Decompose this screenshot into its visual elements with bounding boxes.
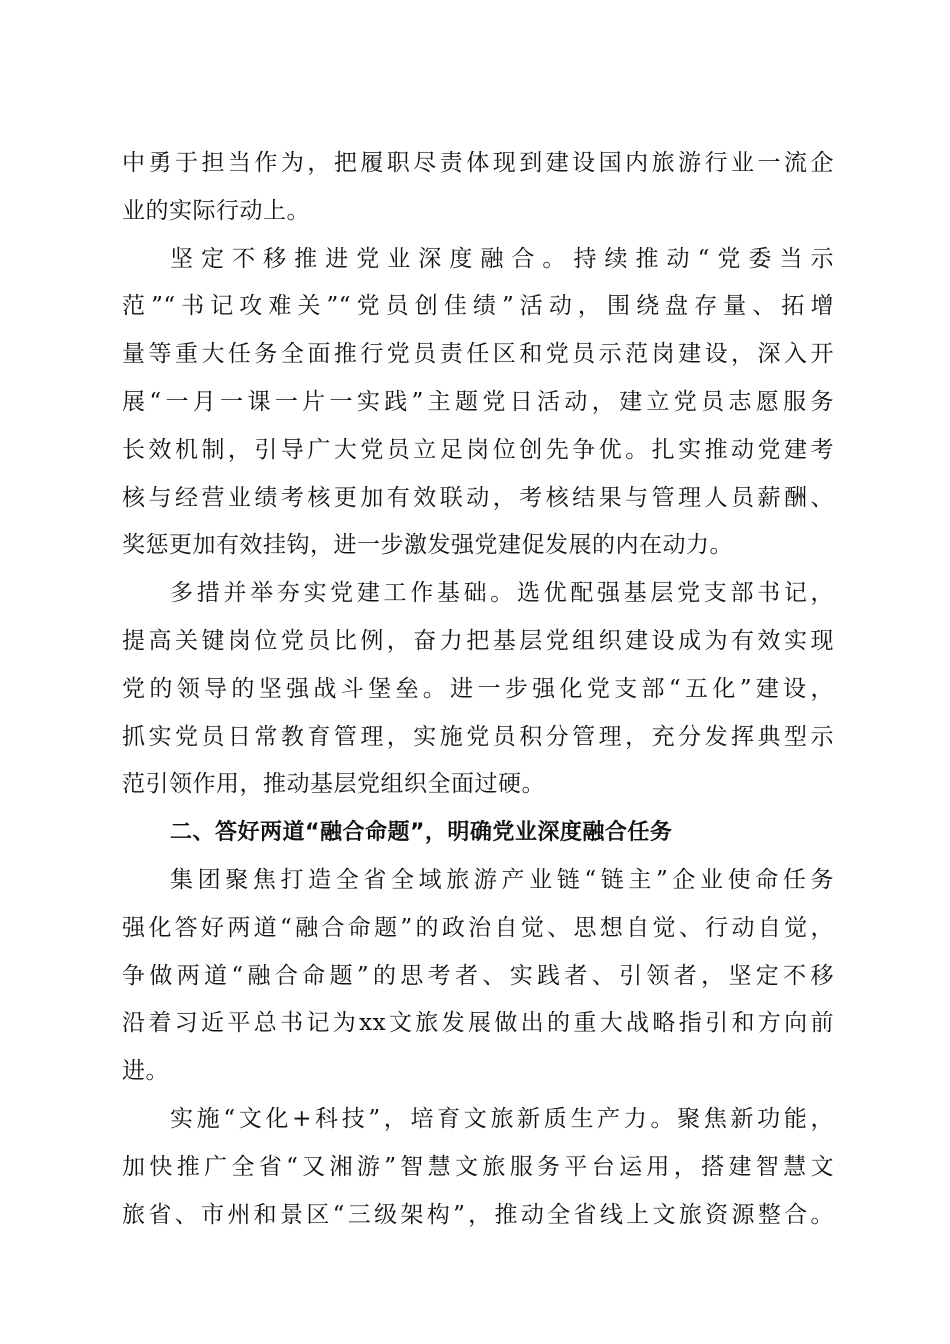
text-line: 旅省、市州和景区“三级架构”，推动全省线上文旅资源整合。 [122, 1201, 834, 1228]
section-heading-text: 二、答好两道“融合命题”，明确党业深度融合任务 [170, 820, 673, 846]
paragraph-continuation [122, 140, 834, 236]
text-line: 强化答好两道“融合命题”的政治自觉、思想自觉、行动自觉， [122, 914, 834, 941]
text-line: 中勇于担当作为，把履职尽责体现到建设国内旅游行业一流企 [122, 150, 834, 176]
text-line: 长效机制，引导广大党员立足岗位创先争优。扎实推动党建考 [122, 436, 834, 463]
text-line: 范”“书记攻难关”“党员创佳绩”活动，围绕盘存量、拓增 [122, 293, 834, 320]
text-line: 展“一月一课一片一实践”主题党日活动，建立党员志愿服务 [122, 388, 834, 415]
text-line: 多措并举夯实党建工作基础。选优配强基层党支部书记， [170, 580, 834, 607]
text-line: 量等重大任务全面推行党员责任区和党员示范岗建设，深入开 [122, 341, 834, 368]
paragraph-culture-technology [122, 1096, 834, 1239]
text-line: 进。 [122, 1058, 169, 1085]
text-line: 抓实党员日常教育管理，实施党员积分管理，充分发挥典型示 [122, 723, 834, 750]
text-line: 范引领作用，推动基层党组织全面过硬。 [122, 771, 545, 798]
text-line: 提高关键岗位党员比例，奋力把基层党组织建设成为有效实现 [122, 627, 834, 654]
text-line: 业的实际行动上。 [122, 197, 310, 224]
text-line: 核与经营业绩考核更加有效联动，考核结果与管理人员薪酬、 [122, 484, 834, 511]
paragraph-party-building-foundation [122, 570, 834, 809]
text-line: 奖惩更加有效挂钩，进一步激发强党建促发展的内在动力。 [122, 532, 733, 559]
text-line: 争做两道“融合命题”的思考者、实践者、引领者，坚定不移 [122, 962, 834, 989]
text-line: 沿着习近平总书记为xx文旅发展做出的重大战略指引和方向前 [122, 1010, 834, 1037]
text-line: 党的领导的坚强战斗堡垒。进一步强化党支部“五化”建设， [122, 675, 834, 702]
paragraph-party-business-integration [122, 236, 834, 571]
text-line: 实施“文化+科技”，培育文旅新质生产力。聚焦新功能， [170, 1105, 834, 1132]
text-line: 坚定不移推进党业深度融合。持续推动“党委当示 [170, 245, 834, 272]
section-heading [122, 809, 834, 857]
text-line: 集团聚焦打造全省全域旅游产业链“链主”企业使命任务 [170, 866, 834, 893]
paragraph-group-focus [122, 857, 834, 1096]
text-line: 加快推广全省“又湘游”智慧文旅服务平台运用，搭建智慧文 [122, 1153, 834, 1180]
document-body [122, 140, 834, 1239]
